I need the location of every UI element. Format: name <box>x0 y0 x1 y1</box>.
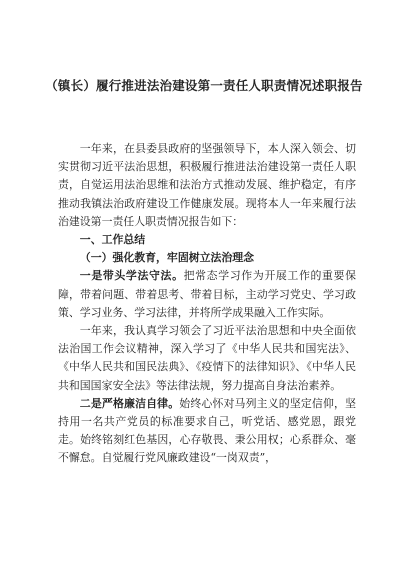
point-one-text: 把常态学习作为开展工作的重要保障，带着问题、带着思考、带着目标，主动学习党史、学习政策、学习业务、学习法律，并将所学成果融入工作实际。 <box>58 269 356 319</box>
point-two-paragraph <box>58 395 356 468</box>
section-heading: 一、工作总结 <box>79 233 146 247</box>
document-body <box>58 140 356 468</box>
intro-paragraph: 一年来，在县委县政府的坚强领导下，本人深入领会、切实贯彻习近平法治思想，积极履行推进法治建设第一责任人职责，自觉运用法治思维和法治方式推动发展、维护稳定，有序推动我镇法治政府建设工作健康发展。现将本人一年来履行法治建设第一责任人职责情况报告如下： <box>58 142 356 228</box>
point-one-lead: 一是带头学法守法。 <box>79 269 184 283</box>
document-title: （镇长）履行推进法治建设第一责任人职责情况述职报告 <box>45 78 363 93</box>
point-one-second-paragraph: 一年来，我认真学习领会了习近平法治思想和中央全面依法治国工作会议精神，深入学习了《中华人民共和国宪法》、《中华人民共和国民法典》、《疫情下的法律知识》、《中华人民共和国国家安全法》等法律法规，努力提高自身法治素养。 <box>58 324 356 392</box>
point-two-text: 始终心怀对马列主义的坚定信仰，坚持用一名共产党员的标准要求自己，听党话、感党恩，跟党走。始终铭刻红色基因，心存敬畏、秉公用权；心系群众、毫不懈怠。自觉履行党风廉政建设“一岗双责”， <box>58 396 356 465</box>
point-two-lead: 二是严格廉洁自律。 <box>79 396 180 410</box>
point-one-paragraph <box>58 267 356 322</box>
subsection-heading: （一）强化教育，牢固树立法治理念 <box>79 251 255 265</box>
